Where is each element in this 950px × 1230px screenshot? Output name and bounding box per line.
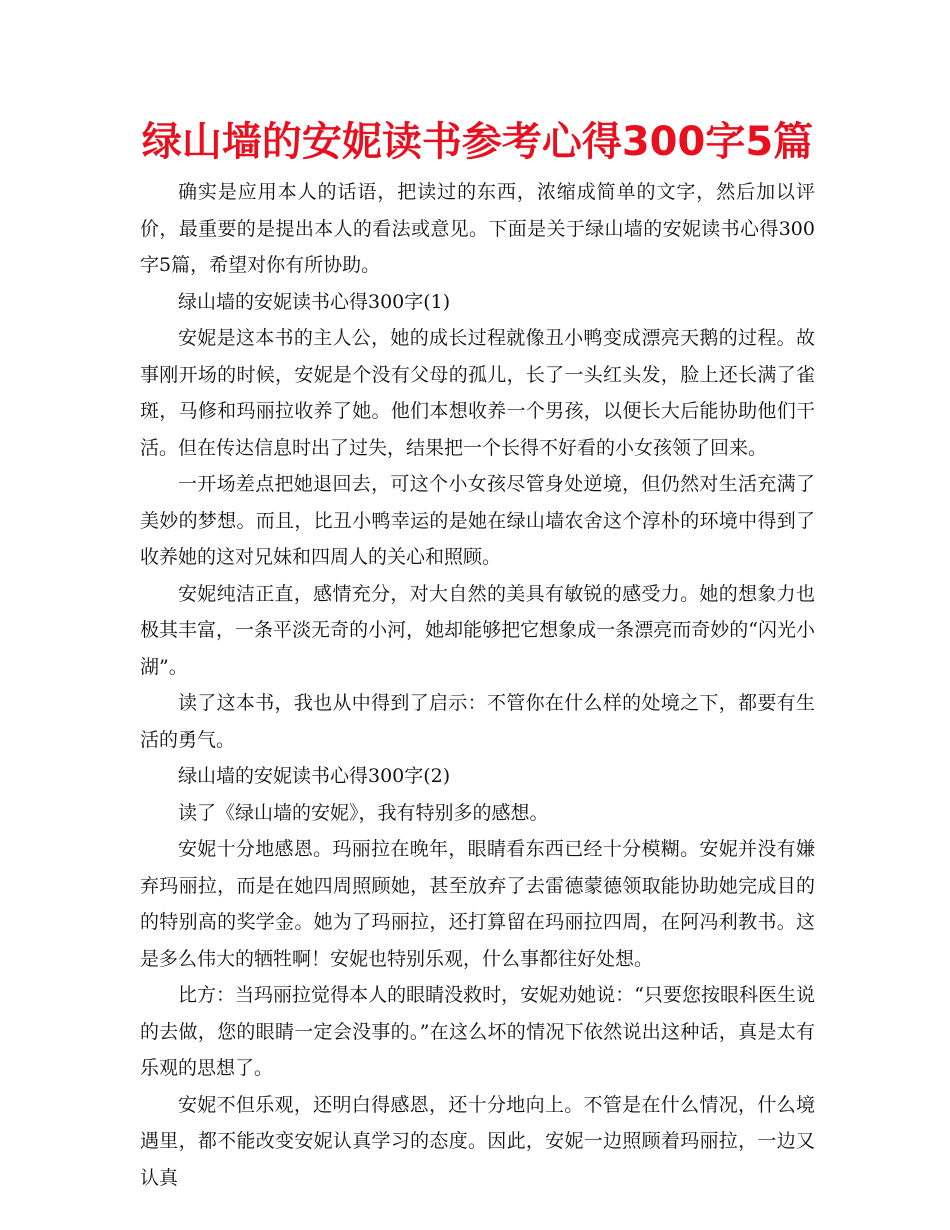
paragraph: 读了《绿山墙的安妮》，我有特别多的感想。 xyxy=(178,801,549,824)
paragraph: 读了这本书，我也从中得到了启示：不管你在什么样的处境之下，都要有生活的勇气。 xyxy=(140,692,815,751)
paragraph: 安妮是这本书的主人公，她的成长过程就像丑小鸭变成漂亮天鹅的过程。故事刚开场的时候，安妮是个没有父母的孤儿，长了一头红头发，脸上还长满了雀斑，马修和玛丽拉收养了她。他们本想收养一个男孩，以便长大后能协助他们干活。但在传达信息时出了过失，结果把一个长得不好看的小女孩领了回来。 xyxy=(140,327,815,459)
paragraph: 一开场差点把她退回去，可这个小女孩尽管身处逆境，但仍然对生活充满了美妙的梦想。而且，比丑小鸭幸运的是她在绿山墙农舍这个淳朴的环境中得到了收养她的这对兄妹和四周人的关心和照顾。 xyxy=(140,473,815,568)
document-page xyxy=(140,110,815,1196)
section-heading-2: 绿山墙的安妮读书心得300字(2) xyxy=(178,765,451,787)
paragraph: 安妮纯洁正直，感情充分，对大自然的美具有敏锐的感受力。她的想象力也极其丰富，一条平淡无奇的小河，她却能够把它想象成一条漂亮而奇妙的“闪光小湖”。 xyxy=(140,582,815,678)
document-title: 绿山墙的安妮读书参考心得300字5篇 xyxy=(141,119,814,165)
paragraph-intro: 确实是应用本人的话语，把读过的东西，浓缩成简单的文字，然后加以评价，最重要的是提出本人的看法或意见。下面是关于绿山墙的安妮读书心得300字5篇，希望对你有所协助。 xyxy=(140,181,815,276)
section-heading-1: 绿山墙的安妮读书心得300字(1) xyxy=(178,290,451,313)
paragraph: 比方：当玛丽拉觉得本人的眼睛没救时，安妮劝她说：“只要您按眼科医生说的去做，您的眼睛一定会没事的。”在这么坏的情况下依然说出这种话，真是太有乐观的思想了。 xyxy=(140,984,815,1079)
paragraph: 安妮十分地感恩。玛丽拉在晚年，眼睛看东西已经十分模糊。安妮并没有嫌弃玛丽拉，而是在她四周照顾她，甚至放弃了去雷德蒙德领取能协助她完成目的的特别高的奖学金。她为了玛丽拉，还打算留在玛丽拉四周，在阿冯利教书。这是多么伟大的牺牲啊！安妮也特别乐观，什么事都往好处想。 xyxy=(140,838,815,970)
paragraph: 安妮不但乐观，还明白得感恩，还十分地向上。不管是在什么情况，什么境遇里，都不能改变安妮认真学习的态度。因此，安妮一边照顾着玛丽拉，一边又认真 xyxy=(140,1093,815,1189)
